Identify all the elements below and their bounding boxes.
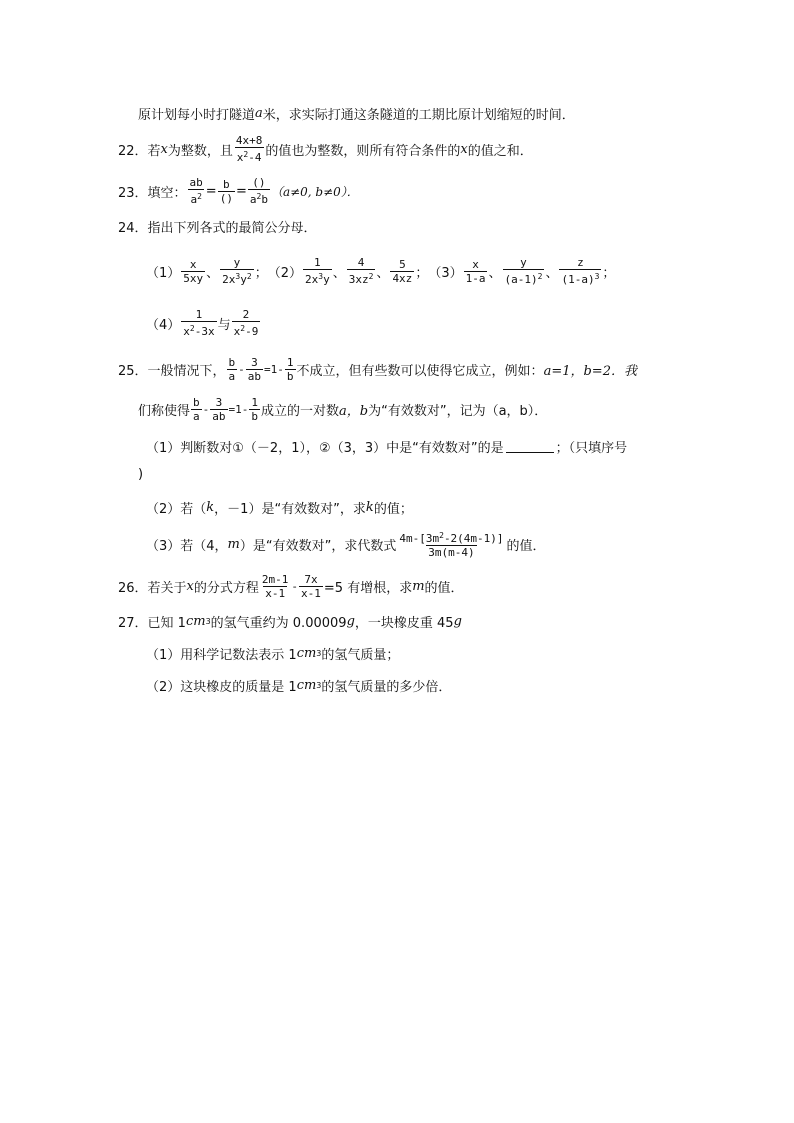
fraction: $\frac{ab}{a^2}$ [189,176,203,206]
question-25-part-3: （3）若（4， m ）是“有效数对”，求代数式 $\frac{4m-[3m^2-2(4m-1)]}{3m(m-4)}$ 的值． [146,531,546,559]
fraction: $\frac{4}{3xz^2}$ [348,256,374,286]
fraction: $\frac{b}{a}$ [193,395,200,423]
fraction: $\frac{5}{4xz}$ [392,257,413,285]
fraction: $\frac{3}{ab}$ [212,395,226,423]
fraction: $\frac{x}{1-a}$ [465,257,486,285]
fraction: $\frac{b}{a}$ [228,355,236,383]
question-27-part-1: （1）用科学记数法表示 1 cm 3 的氢气质量； [146,645,400,663]
fraction: $\frac{z}{(1-a)^3}$ [561,256,600,286]
fraction: $\frac{1}{b}$ [251,395,259,423]
question-25-part-2: （2）若（ k ，－1）是“有效数对”，求 k 的值； [146,499,413,517]
fraction: $\frac{2}{x^2-9}$ [233,308,259,338]
question-25-part-1-cont: ) [138,466,144,482]
fraction: $\frac{1}{2x^3y}$ [305,256,330,286]
continued-line: 原计划每小时打隧道 a 米，求实际打通这条隧道的工期比原计划缩短的时间． [138,105,575,123]
fraction: $\frac{()}{a^2b}$ [249,176,268,206]
question-25: 25．一般情况下， $\frac{b}{a}$ - $\frac{3}{ab}$ =1- $\frac{1}{b}$ 不成立，但有些数可以使得它成立，例如： a=1，b=2．我 [118,355,637,383]
question-25-part-1: （1）判断数对①（－2，1），②（3，3）中是“有效数对”的是 ；（只填序号 [146,440,628,456]
fraction: $\frac{3}{ab}$ [247,355,262,383]
fraction: $\frac{1}{x^2-3x}$ [183,308,215,338]
question-24-parts-1-3: （1） $\frac{x}{5xy}$ 、 $\frac{y}{2x^3y^2}$ ； （2） $\frac{1}{2x^3y}$ 、 $\frac{4}{3xz^2}$ 、 $\frac{5}{4xz}$ ； （3） $\frac{x}{1-a}$ 、 $\frac{y}{(a-1)^2}$ 、 $\frac{z}{(1-a)^3}$ ； [146,256,616,286]
answer-blank[interactable] [506,440,554,453]
question-22: 22．若 x 为整数，且 $\frac{4x+8}{x^2-4}$ 的值也为整数，则所有符合条件的 x 的值之和． [118,134,533,164]
fraction: $\frac{b}{()}$ [219,177,233,205]
question-27-part-2: （2）这块橡皮的质量是 1 cm 3 的氢气质量的多少倍． [146,677,452,695]
fraction: $\frac{y}{(a-1)^2}$ [504,256,543,286]
fraction: $\frac{7x}{x-1}$ [301,572,321,600]
fraction: $\frac{y}{2x^3y^2}$ [222,256,252,286]
question-24-part-4: （4） $\frac{1}{x^2-3x}$ 与 $\frac{2}{x^2-9}$ [146,308,259,338]
fraction: $\frac{4x+8}{x^2-4}$ [235,134,263,164]
question-25-definition: 们称使得 $\frac{b}{a}$ - $\frac{3}{ab}$ =1- $\frac{1}{b}$ 成立的一对数 a，b 为“有效数对”，记为（a，b）． [138,395,548,423]
question-24: 24．指出下列各式的最简公分母． [118,220,317,236]
question-27: 27．已知 1 cm 3 的氢气重约为 0.00009 g ，一块橡皮重 45 g [118,613,462,631]
fraction: $\frac{x}{5xy}$ [183,257,204,285]
question-26: 26．若关于 x 的分式方程 $\frac{2m-1}{x-1}$ - $\frac{7x}{x-1}$ =5 有增根，求 m 的值． [118,572,464,600]
fraction: $\frac{1}{b}$ [286,355,294,383]
fraction: $\frac{4m-[3m^2-2(4m-1)]}{3m(m-4)}$ [399,531,504,559]
fraction: $\frac{2m-1}{x-1}$ [261,572,289,600]
question-23: 23．填空： $\frac{ab}{a^2}$ = $\frac{b}{()}$ = $\frac{()}{a^2b}$ （a≠0, b≠0）． [118,176,359,206]
